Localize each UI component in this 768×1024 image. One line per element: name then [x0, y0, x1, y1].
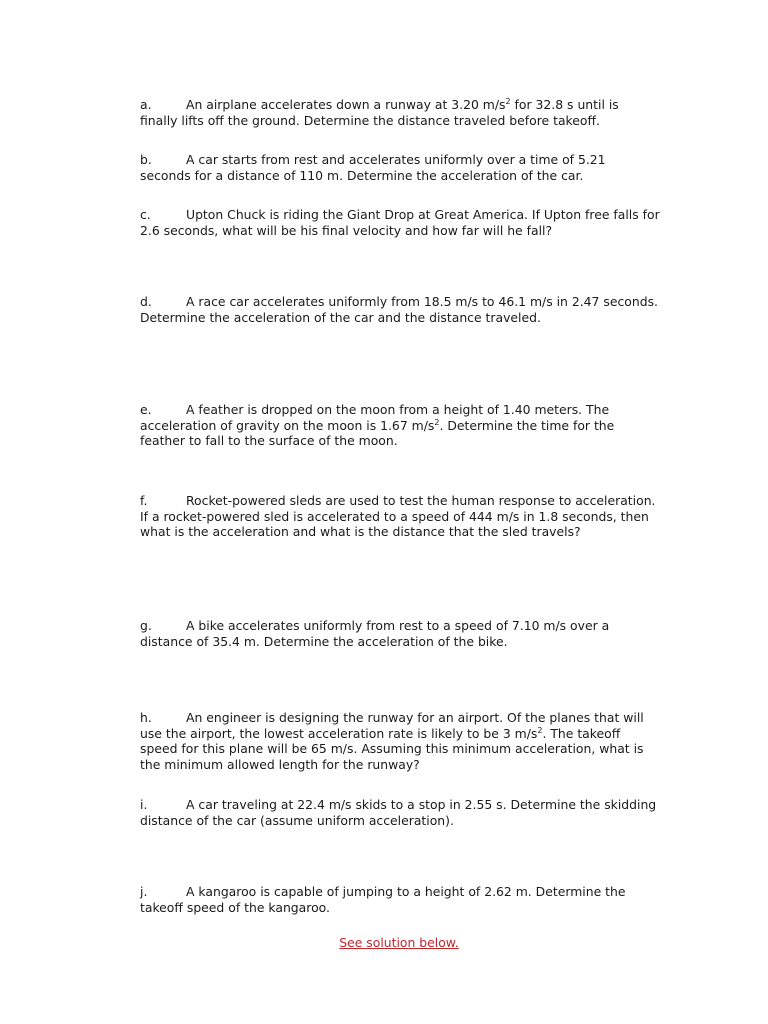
superscript: 2 [537, 725, 543, 735]
superscript: 2 [505, 96, 511, 106]
question-j [140, 884, 660, 915]
question-text: A car starts from rest and accelerates uniformly over a time of 5.21 seconds for a distance of 110 m. Determine the acceleration of the car. [140, 152, 606, 183]
see-solution-link[interactable]: See solution below. [339, 935, 459, 950]
question-text: A car traveling at 22.4 m/s skids to a stop in 2.55 s. Determine the skidding distance of the car (assume uniform acceleration). [140, 797, 657, 828]
question-text: Rocket-powered sleds are used to test the human response to acceleration. If a rocket-powered sled is accelerated to a speed of 444 m/s in 1.8 seconds, then what is the acceleration and what is the distance that the sled travels? [140, 493, 656, 540]
question-letter: g. [140, 618, 152, 633]
question-e [140, 402, 660, 449]
superscript: 2 [434, 417, 440, 427]
question-letter: e. [140, 402, 152, 417]
question-letter: c. [140, 207, 151, 222]
question-letter: a. [140, 97, 152, 112]
question-b [140, 152, 660, 183]
question-text: A kangaroo is capable of jumping to a height of 2.62 m. Determine the takeoff speed of the kangaroo. [140, 884, 626, 915]
question-text: An engineer is designing the runway for an airport. Of the planes that will use the airport, the lowest acceleration rate is likely to be 3 m/s [140, 710, 644, 741]
question-h [140, 710, 660, 773]
question-text: A race car accelerates uniformly from 18.5 m/s to 46.1 m/s in 2.47 seconds. Determine the acceleration of the car and the distance traveled. [140, 294, 658, 325]
question-text-cont: . The takeoff speed for this plane will be 65 m/s. Assuming this minimum acceleration, what is the minimum allowed length for the runway? [140, 725, 644, 773]
question-text: A bike accelerates uniformly from rest to a speed of 7.10 m/s over a distance of 35.4 m. Determine the acceleration of the bike. [140, 618, 610, 649]
question-letter: j. [140, 884, 148, 899]
question-c [140, 207, 660, 238]
question-g [140, 618, 660, 649]
question-text: Upton Chuck is riding the Giant Drop at Great America. If Upton free falls for 2.6 seconds, what will be his final velocity and how far will he fall? [140, 207, 660, 238]
question-text: An airplane accelerates down a runway at 3.20 m/s [186, 97, 506, 112]
question-text-cont: . Determine the time for the feather to fall to the surface of the moon. [140, 417, 615, 449]
question-text: A feather is dropped on the moon from a height of 1.40 meters. The acceleration of gravity on the moon is 1.67 m/s [140, 402, 610, 433]
question-f [140, 493, 660, 540]
question-letter: d. [140, 294, 152, 309]
question-letter: b. [140, 152, 152, 167]
question-letter: f. [140, 493, 148, 508]
question-text-cont: for 32.8 s until is finally lifts off the ground. Determine the distance traveled before takeoff. [140, 97, 619, 128]
question-a [140, 97, 660, 128]
question-d [140, 294, 660, 325]
question-letter: h. [140, 710, 152, 725]
question-i [140, 797, 660, 828]
question-letter: i. [140, 797, 148, 812]
